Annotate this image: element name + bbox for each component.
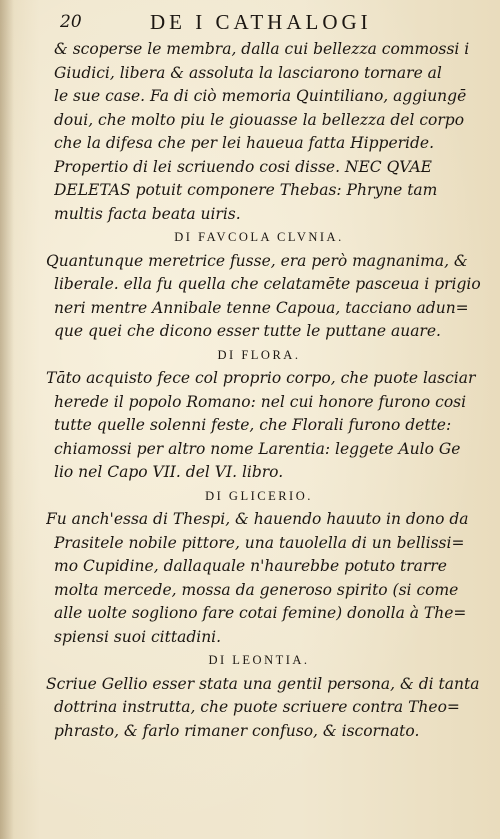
text-line: Fu anch'essa di Thespi, & hauendo hauuto in dono da — [46, 510, 469, 528]
running-head: DE I CATHALOGI — [150, 10, 372, 34]
text-line: doui, che molto piu le giouasse la bellezza del corpo — [54, 110, 465, 129]
text-line: Quantunque meretrice fusse, era però magnanima, & — [46, 251, 468, 270]
text-block — [46, 38, 484, 743]
section-heading: DI FAVCOLA CLVNIA. — [174, 230, 344, 244]
text-line: spiensi suoi cittadini. — [54, 627, 222, 646]
text-line: chiamossi per altro nome Larentia: leggete Aulo Ge — [54, 439, 461, 458]
text-line: le sue case. Fa di ciò memoria Quintiliano, aggiungē — [54, 87, 467, 105]
text-line: lio nel Capo VII. del VI. libro. — [54, 463, 284, 481]
section-faucola-clunia — [46, 226, 484, 344]
text-line: multis facta beata uiris. — [54, 204, 241, 223]
section-glicerio — [46, 485, 484, 650]
text-line: neri mentre Annibale tenne Capoua, tacciano adun= — [54, 298, 469, 317]
text-line: phrasto, & farlo rimaner confuso, & iscornato. — [54, 721, 420, 740]
page-header — [54, 10, 484, 36]
section-heading: DI LEONTIA. — [208, 653, 310, 667]
section-heading: DI FLORA. — [217, 347, 301, 362]
text-line: DELETAS potuit componere Thebas: Phryne tam — [54, 181, 438, 199]
text-line: liberale. ella fu quella che celatamēte pasceua i prigio — [54, 275, 481, 293]
text-line: mo Cupidine, dallaquale n'haurebbe potuto trarre — [54, 557, 447, 575]
text-line: alle uolte sogliono fare cotai femine) donolla à The= — [54, 604, 467, 622]
text-line: & scoperse le membra, dalla cui bellezza commossi i — [54, 40, 470, 58]
section-heading: DI GLICERIO. — [205, 488, 313, 503]
text-line: Giudici, libera & assoluta la lasciarono tornare al — [54, 63, 442, 82]
text-line: Prasitele nobile pittore, una tauolella di un bellissi= — [54, 533, 465, 552]
text-line: herede il popolo Romano: nel cui honore furono cosi — [54, 392, 467, 411]
text-line: dottrina instrutta, che puote scriuere contra Theo= — [54, 698, 460, 716]
text-line: tutte quelle solenni feste, che Florali furono dette: — [54, 416, 452, 434]
text-line: Scriue Gellio esser stata una gentil persona, & di tanta — [46, 674, 480, 693]
text-line: Propertio di lei scriuendo cosi disse. NEC QVAE — [54, 157, 432, 176]
intro-paragraph — [54, 38, 484, 226]
text-line: molta mercede, mossa da generoso spirito (si come — [54, 580, 459, 599]
text-line: que quei che dicono esser tutte le puttane auare. — [54, 322, 441, 340]
section-flora — [46, 344, 484, 485]
section-leontia — [46, 649, 484, 743]
page-number: 20 — [60, 12, 82, 32]
text-line: che la difesa che per lei haueua fatta Hipperide. — [54, 134, 435, 152]
text-line: Tāto acquisto fece col proprio corpo, che puote lasciar — [46, 369, 476, 387]
